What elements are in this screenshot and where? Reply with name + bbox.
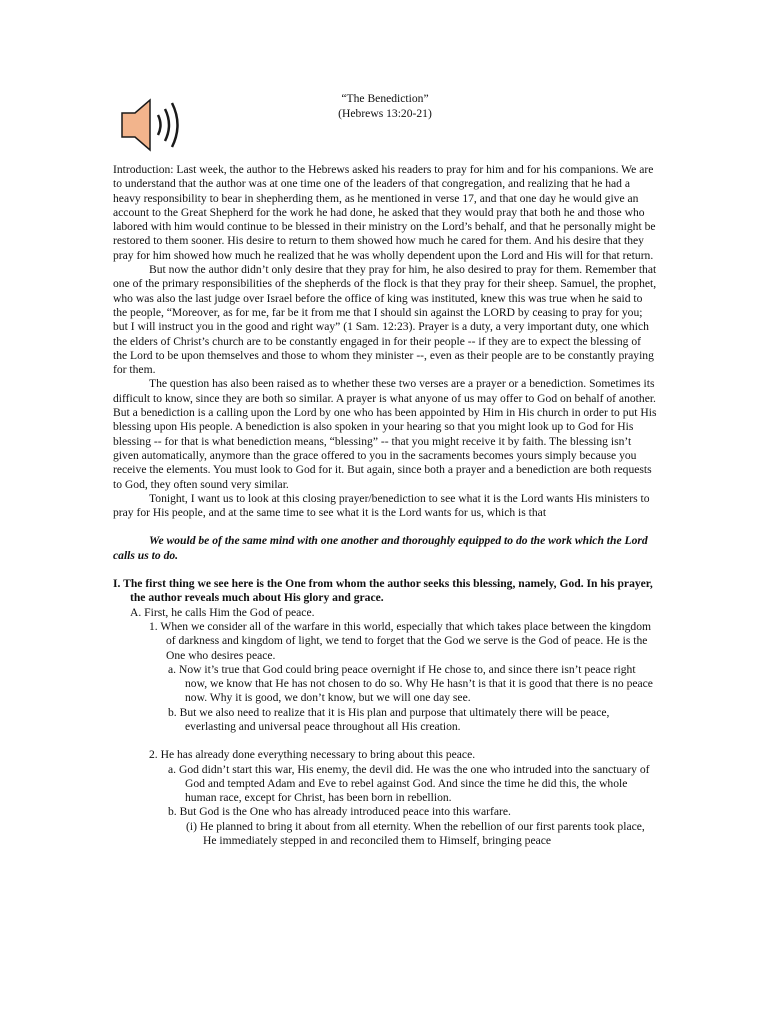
thesis-statement: We would be of the same mind with one another and thoroughly equipped to do the work which the Lord calls us to do. — [113, 534, 648, 562]
outline-point-a2: 2. He has already done everything necessary to bring about this peace. — [149, 748, 476, 762]
outline-point-a2b-i: (i) He planned to bring it about from all eternity. When the rebellion of our first parents took place, He immediately stepped in and reconciled them to Himself, bringing peace — [186, 819, 645, 848]
document-title: “The Benediction” — [341, 92, 429, 105]
outline-point-a2a: a. God didn’t start this war, His enemy, the devil did. He was the one who intruded into the sanctuary of God and tempted Adam and Eve to rebel against God. And since the time he did this, the whole human race, except for Christ, has been born in rebellion. — [168, 762, 650, 805]
spacer — [113, 734, 658, 748]
outline-point-a1a: a. Now it’s true that God could bring peace overnight if He chose to, and since there isn’t peace right now, we know that He has not chosen to do so. Why He hasn’t is that it is good that there is no peace now. Why it is good, we don’t know, but we will one day see. — [168, 662, 653, 705]
title-block — [280, 92, 490, 121]
outline-point-a1b: b. But we also need to realize that it is His plan and purpose that ultimately there will be peace, everlasting and universal peace throughout all His creation. — [168, 705, 610, 733]
document-body — [113, 163, 658, 848]
paragraph-3: The question has also been raised as to whether these two verses are a prayer or a benediction. Sometimes its difficult to know, since they are both so similar. A prayer is what anyone of us may offer to God on behalf of another. But a benediction is a calling upon the Lord by one who has been appointed by Him in His church in order to put His blessing upon His people. A benediction is also spoken in your hearing so that you might look up to God for His blessing -- for that is what benediction means, “blessing” -- that you might receive it by faith. The blessing isn’t given automatically, anymore than the grace offered to you in the sacraments becomes yours simply because you receive the elements. You must look to God for it. But again, since both a prayer and a benediction are both requests to God, they often sound very similar. — [113, 377, 657, 491]
outline-point-a1: 1. When we consider all of the warfare in this world, especially that which takes place between the kingdom of darkness and kingdom of light, we tend to forget that the God we serve is the God of peace. He is the One who desires peace. — [149, 619, 652, 662]
speaker-icon[interactable] — [118, 95, 190, 155]
paragraph-4: Tonight, I want us to look at this closing prayer/benediction to see what it is the Lord wants His ministers to pray for His people, and at the same time to see what it is the Lord wants for us, which is that — [113, 491, 650, 520]
paragraph-2: But now the author didn’t only desire that they pray for him, he also desired to pray for them. Remember that one of the primary responsibilities of the shepherds of the flock is that they pray for their sheep. Samuel, the prophet, who was also the last judge over Israel before the office of king was instituted, knew this was true when he said to the people, “Moreover, as for me, far be it from me that I should sin against the LORD by ceasing to pray for you; but I will instruct you in the good and right way” (1 Sam. 12:23). Prayer is a duty, a very important duty, one which the elders of Christ’s church are to be constantly engaged in for their people -- if they are to expect the blessing of the Lord to be upon themselves and those to whom they minister --, even as their people are to be constantly praying for them. — [113, 263, 657, 377]
outline-point-a: A. First, he calls Him the God of peace. — [130, 605, 315, 619]
scripture-reference: (Hebrews 13:20-21) — [338, 106, 432, 120]
intro-paragraph: Introduction: Last week, the author to the Hebrews asked his readers to pray for him and for his companions. We are to understand that the author was at one time one of the leaders of that congregation, and realizing that he had a heavy responsibility to bear in shepherding them, as he mentioned in verse 17, and that one day he would give an account to the Great Shepherd for the work he had done, he asked that they would pray that both he and those who labored with him would continue to be blessed in their ministry on the Lord’s behalf, and that he personally might be restored to them sooner. His desire to return to them showed how much he cared for them. And his desire that they pray for him showed how much he realized that he was wholly dependent upon the Lord and His will for that return. — [113, 163, 656, 262]
speaker-icon-graphic — [118, 95, 190, 155]
outline-section-i: I. The first thing we see here is the One from whom the author seeks this blessing, namely, God. In his prayer, the author reveals much about His glory and grace. — [113, 577, 653, 605]
outline-point-a2b: b. But God is the One who has already introduced peace into this warfare. — [168, 805, 511, 819]
